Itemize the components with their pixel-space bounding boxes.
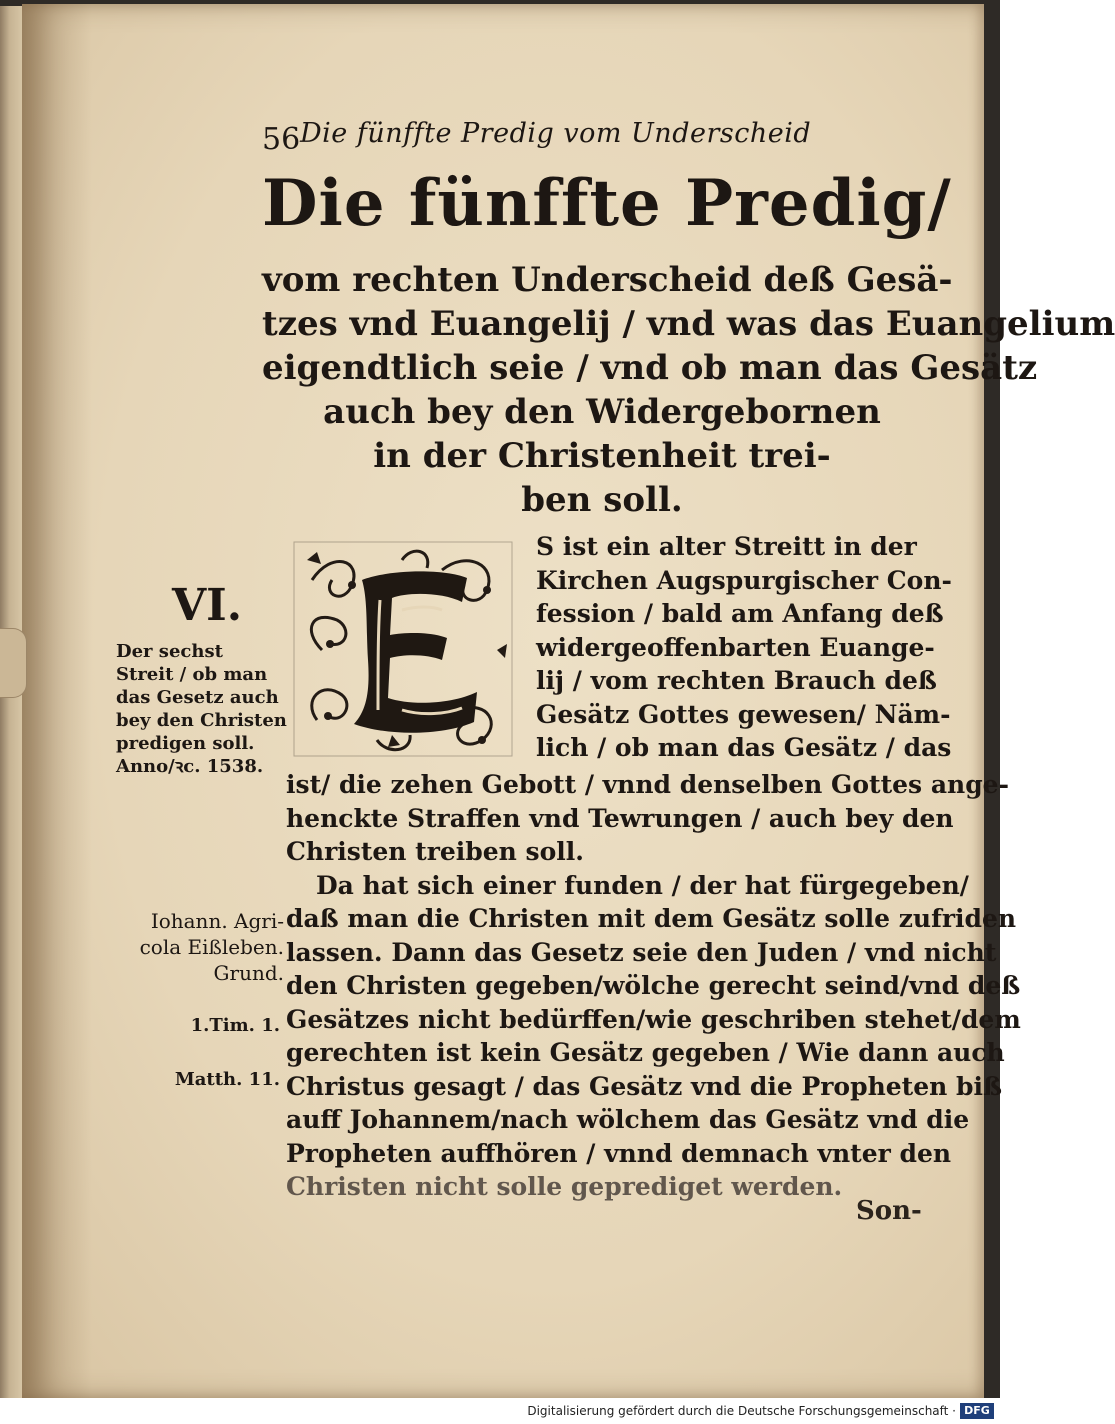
body-line: gerechten ist kein Gesätz gegeben / Wie dann auch [286,1038,1005,1067]
body-line: Christen treiben soll. [286,837,584,866]
body-line: Propheten auffhören / vnnd demnach vnter den [286,1138,952,1168]
margin-note-line: Streit / ob man [116,664,268,685]
margin-note-line: das Gesetz auch [116,687,279,708]
body-line: ist/ die zehen Gebott / vnnd denselben Gottes ange- [286,770,1009,799]
body-line: lassen. Dann das Gesetz seie den Juden / vnd nicht [286,937,997,967]
margin-note-matth: Matth. 11. [174,1069,280,1090]
subtitle-line: ben soll. [521,480,683,520]
catchword: Son- [856,1196,922,1226]
body-line: Christus gesagt / das Gesätz vnd die Propheten biß [286,1071,1002,1101]
margin-note-line: cola Eißleben. [139,935,284,959]
body-line: fession / bald am Anfang deß [536,599,944,628]
body-line: Da hat sich einer funden / der hat fürgegeben/ [316,870,969,900]
body-line: Kirchen Augspurgischer Con- [536,565,952,595]
subtitle-line: eigendtlich seie / vnd ob man das Gesätz [262,348,1038,388]
margin-note-tim: 1.Tim. 1. [190,1015,280,1036]
margin-note-line: Grund. [213,961,284,985]
subtitle-line: tzes vnd Euangelij / vnd was das Euangelium [262,304,1115,344]
ornamental-initial-E-icon [292,540,514,758]
footer-credit: Digitalisierung gefördert durch die Deutsche Forschungsgemeinschaft · [527,1404,956,1418]
body-line: Gesätzes nicht bedürffen/wie geschriben stehet/dem [286,1004,1021,1034]
dfg-logo-icon: DFG [960,1403,994,1419]
running-head: Die fünffte Predig vom Underscheid [300,118,812,149]
margin-note-line: Der sechst [116,641,223,662]
body-text-wide [286,768,1021,1204]
margin-section-number: VI. [172,580,243,631]
page-block-edge [0,6,24,1398]
body-text-narrow [536,530,952,765]
subtitle-line: vom rechten Underscheid deß Gesä- [262,260,953,300]
body-line: Christen nicht solle geprediget werden. [286,1172,843,1201]
gutter-shadow [22,4,92,1398]
body-line: henckte Straffen vnd Tewrungen / auch bey den [286,803,954,833]
margin-note-line: Iohann. Agri- [150,909,284,933]
margin-note-streit [116,640,286,778]
body-line: daß man die Christen mit dem Gesätz solle zufriden [286,904,1017,933]
subtitle-line: auch bey den Widergebornen [323,392,881,432]
body-line: lij / vom rechten Brauch deß [536,666,937,695]
ornamental-initial [292,540,514,758]
body-line: Gesätz Gottes gewesen/ Näm- [536,699,951,729]
page-number: 56 [262,122,301,157]
subtitle [262,258,1115,522]
page-tab [0,628,27,698]
body-line: widergeoffenbarten Euange- [536,632,935,662]
body-line: auff Johannem/nach wölchem das Gesätz vnd die [286,1105,970,1134]
page-title: Die fünffte Predig/ [262,166,952,241]
margin-note-agricola [114,908,284,986]
body-line: S ist ein alter Streitt in der [536,532,917,561]
margin-note-line: Anno/ꝛc. 1538. [116,756,264,777]
body-line: lich / ob man das Gesätz / das [536,733,952,762]
margin-note-line: predigen soll. [116,733,255,754]
body-line: den Christen gegeben/wölche gerecht seind/vnd deß [286,971,1021,1000]
subtitle-line: in der Christenheit trei- [373,436,831,476]
margin-note-line: bey den Christen [116,710,287,731]
